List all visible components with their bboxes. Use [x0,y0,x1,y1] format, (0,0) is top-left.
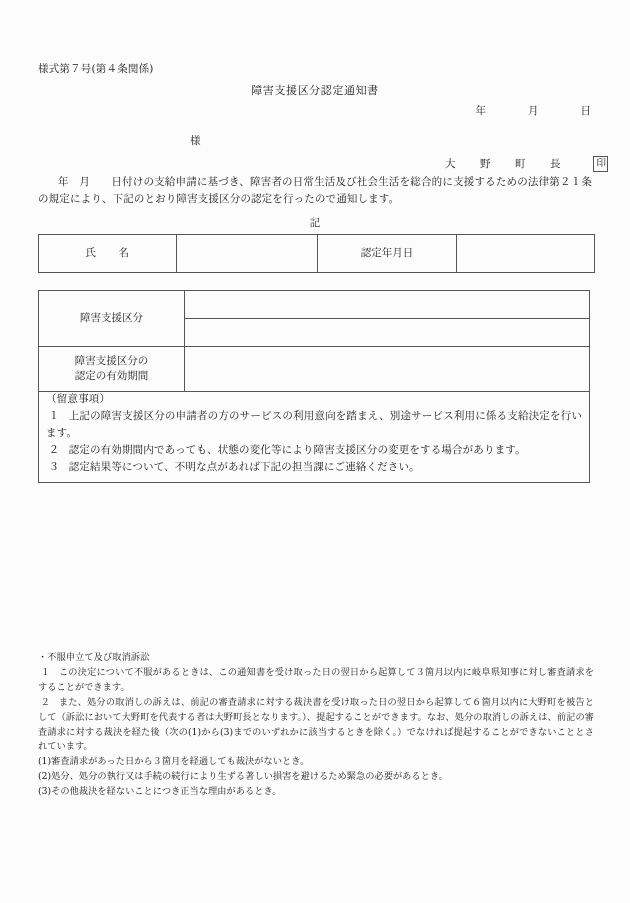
addressee-honorific: 様 [190,135,201,147]
seal-stamp-icon: 印 [593,156,608,172]
issuer-row [445,156,608,172]
table-name-and-date [38,234,595,273]
cell-validity-label-line1: 障害支援区分の [74,354,149,367]
remarks-box [38,388,590,483]
table-row [39,235,595,273]
cell-name-value[interactable] [177,235,318,273]
remarks-item-3-text: 認定結果等について、不明な点があれば下記の担当課にご連絡ください。 [68,461,420,473]
remarks-item-1-number: １ [48,410,60,422]
issue-date-line: 年 月 日 [475,105,598,117]
cell-name-label: 氏 名 [39,235,177,273]
cell-certification-date-label: 認定年月日 [318,235,457,273]
remarks-title: （留意事項） [46,393,111,405]
remarks-item-2-number: ２ [48,444,60,456]
cell-validity-label [39,347,185,392]
page-title: 障害支援区分認定通知書 [251,84,379,97]
table-classification [38,290,590,392]
form-number: 様式第７号(第４条関係) [38,63,154,75]
ki-mark: 記 [309,217,321,229]
appeal-heading: ・不服申立て及び取消訴訟 [38,652,150,663]
remarks-item-3 [46,459,582,476]
remarks-item-1 [46,408,582,442]
cell-validity-label-line2: 認定の有効期間 [74,370,149,382]
cell-classification-label: 障害支援区分 [39,291,185,347]
cell-classification-value-top[interactable] [185,291,590,319]
issuer-name: 大 野 町 長 [444,157,568,170]
appeal-sub-item-3: (3)その他裁決を経ないことにつき正当な理由があるとき。 [38,786,282,798]
appeal-item-2-text: また、処分の取消しの訴えは、前記の審査請求に対する裁決書を受け取った日の翌日から起算して６箇月以内に大野町を被告として（訴訟において大野町を代表する者は大野町長となります。）、提起することができます。なお、処分の取消しの訴えは、前記の審査請求に対する裁決を経た後（次の(1)から(3)までのいずれかに該当するときを除く。）でなければ提起することができないこととされています。 [38,696,594,753]
table-row [39,347,590,392]
cell-classification-value-bottom[interactable] [185,319,590,347]
appeal-section [38,651,594,800]
cell-certification-date-value[interactable] [457,235,595,273]
appeal-item-2-number: ２ [40,696,51,708]
appeal-sub-item-1: (1)審査請求があった日から３箇月を経過しても裁決がないとき。 [38,756,310,768]
appeal-item-1 [38,666,594,696]
appeal-sub-item-2: (2)処分、処分の執行又は手続の続行により生ずる著しい損害を避けるため緊急の必要があるとき。 [38,771,449,783]
table-row [39,291,590,319]
appeal-item-1-text: この決定について不服があるときは、この通知書を受け取った日の翌日から起算して３箇月以内に岐阜県知事に対し審査請求をすることができます。 [38,666,594,693]
body-paragraph: 年 月 日付けの支給申請に基づき、障害者の日常生活及び社会生活を総合的に支援するための法律第２１条の規定により、下記のとおり障害支援区分の認定を行ったので通知します。 [38,176,592,206]
remarks-item-1-text: 上記の障害支援区分の申請者の方のサービスの利用意向を踏まえ、別途サービス利用に係る支給決定を行います。 [46,410,583,439]
remarks-item-2 [46,442,582,459]
cell-validity-value[interactable] [185,347,590,392]
appeal-item-1-number: １ [40,666,51,678]
remarks-item-2-text: 認定の有効期間内であっても、状態の変化等により障害支援区分の変更をする場合があります。 [68,444,526,456]
remarks-item-3-number: ３ [48,461,60,473]
appeal-item-2 [38,696,594,756]
